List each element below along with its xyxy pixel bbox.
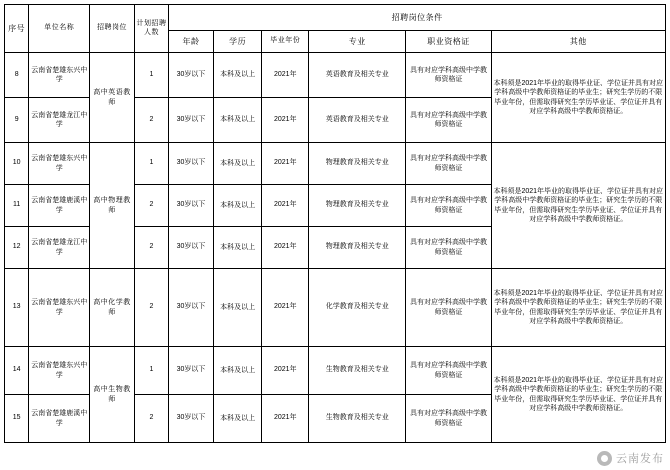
table-row [5,269,666,347]
cell-education: 本科及以上 [213,53,262,98]
cell-unit: 云南省楚雄东兴中学 [29,53,90,98]
cell-seq: 9 [5,98,29,143]
cell-cert: 具有对应学科高级中学教师资格证 [406,143,491,185]
cell-age: 30岁以下 [169,185,214,227]
recruitment-table [4,4,666,443]
cell-cert: 具有对应学科高级中学教师资格证 [406,269,491,347]
cell-age: 30岁以下 [169,395,214,443]
header-condition-group: 招聘岗位条件 [169,5,666,31]
cell-cert: 具有对应学科高级中学教师资格证 [406,185,491,227]
cell-num: 2 [134,185,168,227]
cell-grad-year: 2021年 [262,185,309,227]
cell-seq: 13 [5,269,29,347]
header-education: 学历 [213,31,262,53]
cell-education: 本科及以上 [213,143,262,185]
cell-education: 本科及以上 [213,227,262,269]
cell-grad-year: 2021年 [262,143,309,185]
table-row [5,53,666,98]
cell-grad-year: 2021年 [262,269,309,347]
table-row [5,143,666,185]
table-row [5,347,666,395]
header-other: 其他 [491,31,665,53]
header-seq: 序号 [5,5,29,53]
cell-seq: 15 [5,395,29,443]
cell-unit: 云南省楚雄龙江中学 [29,227,90,269]
cell-post: 高中英语教师 [90,53,135,143]
header-post: 招聘岗位 [90,5,135,53]
cell-major: 生物教育及相关专业 [309,347,406,395]
cell-grad-year: 2021年 [262,227,309,269]
cell-cert: 具有对应学科高级中学教师资格证 [406,53,491,98]
cell-num: 2 [134,269,168,347]
cell-num: 2 [134,98,168,143]
watermark [597,450,664,466]
cell-post: 高中生物教师 [90,347,135,443]
cell-grad-year: 2021年 [262,347,309,395]
cell-num: 2 [134,227,168,269]
cell-major: 物理教育及相关专业 [309,143,406,185]
cell-cert: 具有对应学科高级中学教师资格证 [406,98,491,143]
cell-seq: 8 [5,53,29,98]
cell-num: 1 [134,143,168,185]
cell-seq: 12 [5,227,29,269]
cell-age: 30岁以下 [169,347,214,395]
cell-unit: 云南省楚雄龙江中学 [29,98,90,143]
cell-grad-year: 2021年 [262,53,309,98]
cell-other: 本科须是2021年毕业的取得毕业证、学位证并具有对应学科高级中学教师资格证的毕业生；研究生学历的不限毕业年份，但需取得研究生学历毕业证、学位证并具有对应学科高级中学教师资格证。 [491,143,665,269]
cell-post: 高中化学教师 [90,269,135,347]
cell-num: 1 [134,347,168,395]
header-age: 年龄 [169,31,214,53]
watermark-text: 云南发布 [616,453,664,465]
cell-unit: 云南省楚雄东兴中学 [29,269,90,347]
cell-unit: 云南省楚雄东兴中学 [29,143,90,185]
cell-age: 30岁以下 [169,227,214,269]
cell-age: 30岁以下 [169,53,214,98]
header-major: 专业 [309,31,406,53]
cell-major: 化学教育及相关专业 [309,269,406,347]
cell-major: 物理教育及相关专业 [309,185,406,227]
header-cert: 职业资格证 [406,31,491,53]
cell-unit: 云南省楚雄鹿溪中学 [29,395,90,443]
table-header-row-1 [5,5,666,31]
cell-grad-year: 2021年 [262,395,309,443]
cell-major: 英语教育及相关专业 [309,53,406,98]
cell-unit: 云南省楚雄东兴中学 [29,347,90,395]
cell-num: 2 [134,395,168,443]
cell-age: 30岁以下 [169,98,214,143]
cell-major: 英语教育及相关专业 [309,98,406,143]
cell-other: 本科须是2021年毕业的取得毕业证、学位证并具有对应学科高级中学教师资格证的毕业生；研究生学历的不限毕业年份，但需取得研究生学历毕业证、学位证并具有对应学科高级中学教师资格证。 [491,269,665,347]
cell-post: 高中物理教师 [90,143,135,269]
cell-other: 本科须是2021年毕业的取得毕业证、学位证并具有对应学科高级中学教师资格证的毕业生；研究生学历的不限毕业年份，但需取得研究生学历毕业证、学位证并具有对应学科高级中学教师资格证。 [491,347,665,443]
watermark-logo-icon [597,451,612,466]
header-grad-year: 毕业年份 [262,31,309,53]
cell-cert: 具有对应学科高级中学教师资格证 [406,347,491,395]
cell-age: 30岁以下 [169,269,214,347]
cell-num: 1 [134,53,168,98]
cell-major: 物理教育及相关专业 [309,227,406,269]
cell-education: 本科及以上 [213,185,262,227]
cell-education: 本科及以上 [213,269,262,347]
cell-seq: 10 [5,143,29,185]
cell-age: 30岁以下 [169,143,214,185]
header-plan-num: 计划招聘人数 [134,5,168,53]
cell-major: 生物教育及相关专业 [309,395,406,443]
document-page [0,4,670,470]
cell-education: 本科及以上 [213,347,262,395]
cell-education: 本科及以上 [213,395,262,443]
cell-unit: 云南省楚雄鹿溪中学 [29,185,90,227]
header-unit: 单位名称 [29,5,90,53]
cell-grad-year: 2021年 [262,98,309,143]
cell-seq: 14 [5,347,29,395]
cell-seq: 11 [5,185,29,227]
cell-cert: 具有对应学科高级中学教师资格证 [406,395,491,443]
cell-other: 本科须是2021年毕业的取得毕业证、学位证并具有对应学科高级中学教师资格证的毕业生；研究生学历的不限毕业年份，但需取得研究生学历毕业证、学位证并具有对应学科高级中学教师资格证。 [491,53,665,143]
cell-education: 本科及以上 [213,98,262,143]
cell-cert: 具有对应学科高级中学教师资格证 [406,227,491,269]
